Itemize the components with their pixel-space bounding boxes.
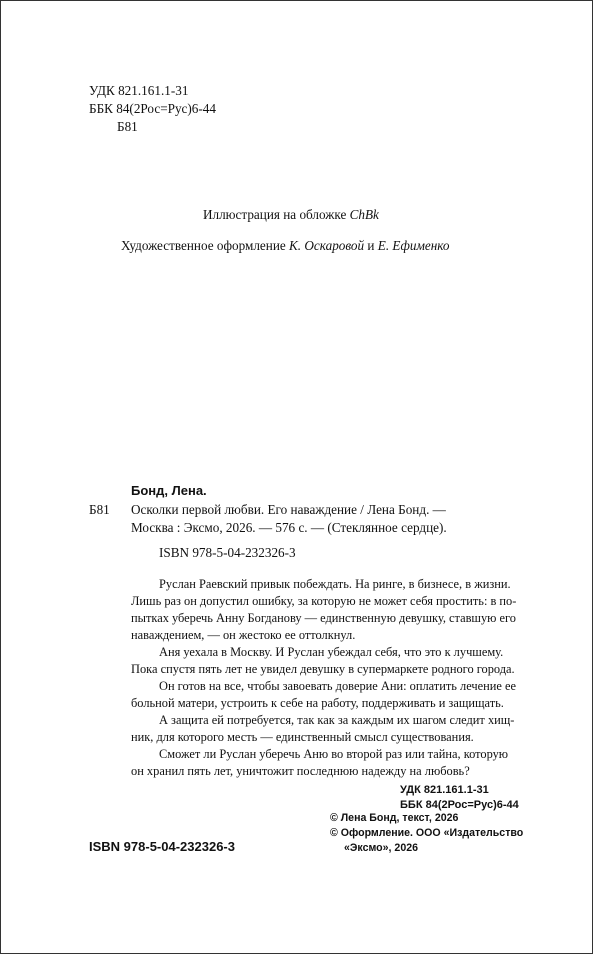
- bbk-code: ББК 84(2Рос=Рус)6-44: [89, 101, 216, 116]
- annotation-line: пытках уберечь Анну Богданову — единственную девушку, ставшую его: [131, 611, 516, 625]
- cover-illustration-label: Иллюстрация на обложке: [203, 207, 347, 222]
- udk-code: УДК 821.161.1-31: [89, 83, 189, 98]
- annotation-line: наваждением, — он жестоко ее оттолкнул.: [131, 628, 356, 642]
- copyright-line-2: © Оформление. ООО «Издательство: [330, 827, 524, 839]
- annotation-line: Сможет ли Руслан уберечь Аню во второй раз или тайна, которую: [159, 747, 509, 761]
- annotation-line: Пока спустя пять лет не увидел девушку в супермаркете родного города.: [131, 662, 515, 676]
- design-credit: [121, 238, 450, 254]
- annotation-line: он хранил пять лет, уничтожит последнюю надежду на любовь?: [131, 764, 470, 778]
- catalog-mark: Б81: [89, 502, 110, 517]
- designer-2: Е. Ефименко: [377, 238, 450, 253]
- bottom-udk-code: УДК 821.161.1-31: [400, 784, 489, 796]
- author-mark: Б81: [117, 119, 138, 134]
- and-word: и: [367, 238, 375, 253]
- cover-illustrator: ChBk: [349, 207, 379, 222]
- bottom-bbk-code: ББК 84(2Рос=Рус)6-44: [400, 799, 519, 811]
- annotation-line: Лишь раз он допустил ошибку, за которую не может себя простить: в по-: [131, 594, 517, 608]
- catalog-author-heading: Бонд, Лена.: [131, 483, 207, 498]
- annotation-line: А защита ей потребуется, так как за каждым их шагом следит хищ-: [159, 713, 515, 727]
- copyright-line-3: «Эксмо», 2026: [344, 842, 418, 854]
- annotation-line: больной матери, устроить к себе на работу, поддерживать и защищать.: [131, 696, 504, 710]
- isbn-main: ISBN 978-5-04-232326-3: [89, 839, 235, 854]
- annotation-line: Он готов на все, чтобы завоевать доверие Ани: оплатить лечение ее: [159, 679, 516, 693]
- cover-illustration-credit: [203, 207, 379, 223]
- annotation-line: ник, для которого месть — единственный смысл существования.: [131, 730, 474, 744]
- designer-1: К. Оскаровой: [289, 238, 365, 253]
- catalog-isbn: ISBN 978-5-04-232326-3: [159, 545, 296, 560]
- annotation-line: Аня уехала в Москву. И Руслан убеждал себя, что это к лучшему.: [159, 645, 504, 659]
- design-label: Художественное оформление: [121, 238, 286, 253]
- catalog-line-2: Москва : Эксмо, 2026. — 576 с. — (Стеклянное сердце).: [131, 520, 447, 535]
- copyright-line-1: © Лена Бонд, текст, 2026: [330, 812, 459, 824]
- annotation-line: Руслан Раевский привык побеждать. На ринге, в бизнесе, в жизни.: [159, 577, 511, 591]
- catalog-line-1: Осколки первой любви. Его наваждение / Лена Бонд. —: [131, 502, 446, 517]
